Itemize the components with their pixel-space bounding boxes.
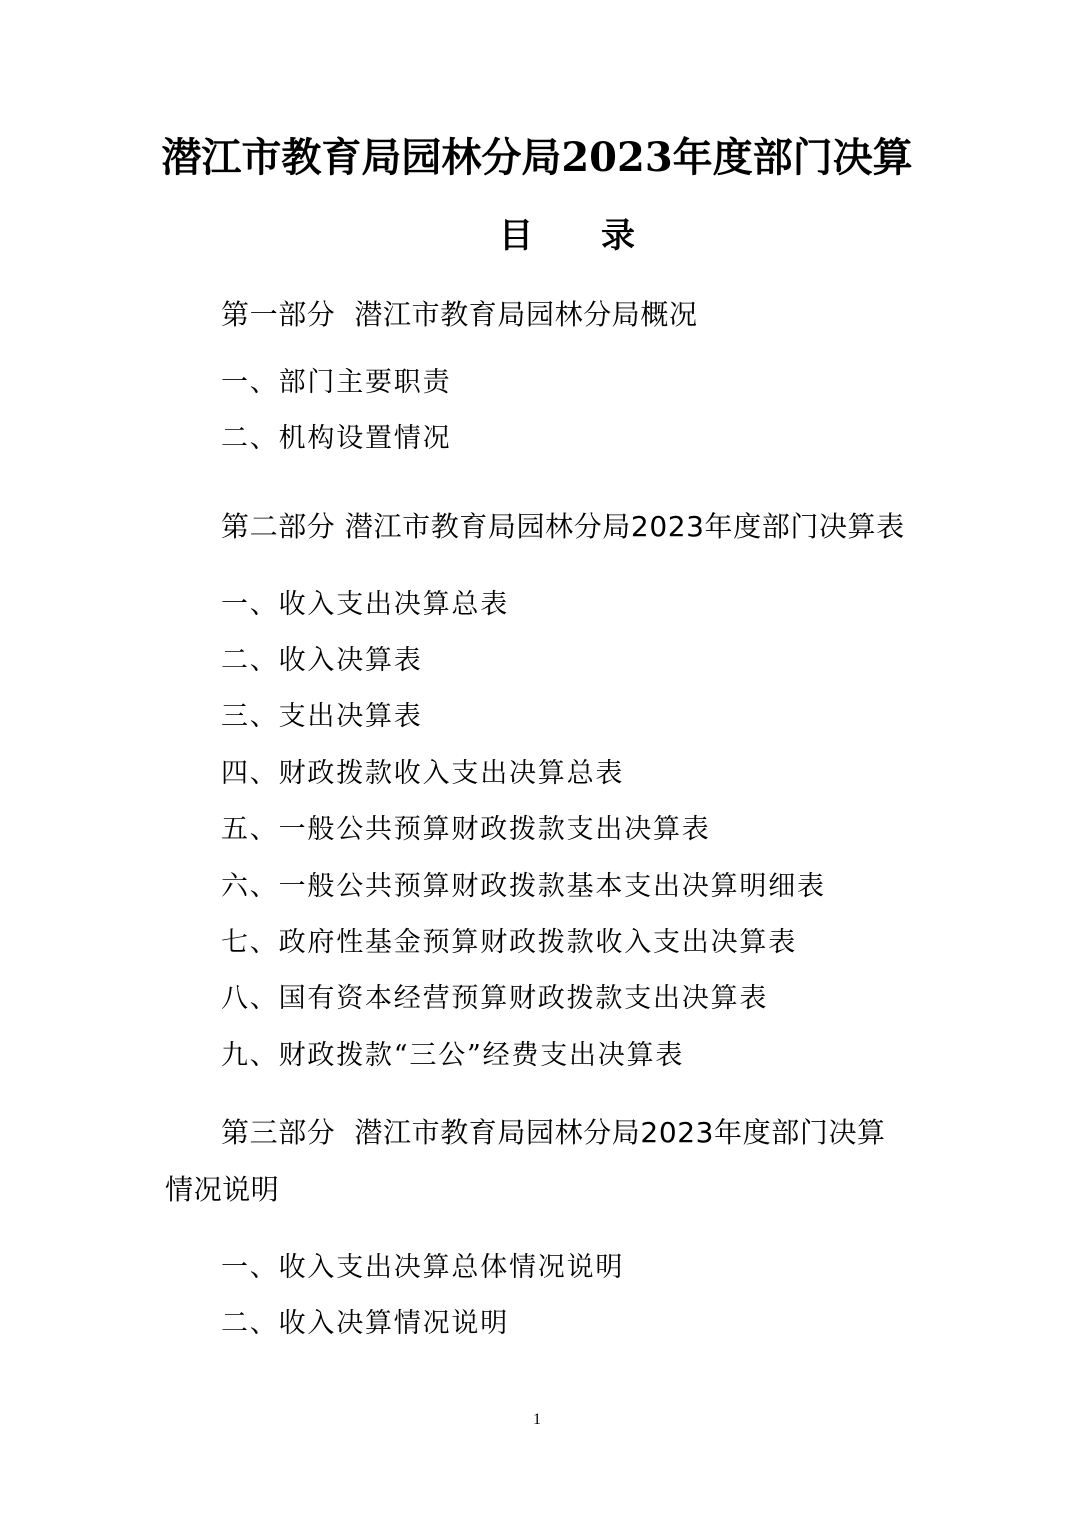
toc-item: 二、收入决算表	[221, 645, 423, 676]
toc-item: 八、国有资本经营预算财政拨款支出决算表	[221, 983, 769, 1014]
toc-item: 九、财政拨款“三公”经费支出决算表	[221, 1040, 685, 1071]
toc-heading: 目 录	[499, 216, 635, 256]
toc-item: 六、一般公共预算财政拨款基本支出决算明细表	[221, 871, 826, 902]
part2-heading: 第二部分 潜江市教育局园林分局2023年度部门决算表	[221, 510, 905, 543]
toc-item: 四、财政拨款收入支出决算总表	[221, 758, 625, 789]
part3-heading-line1: 第三部分 潜江市教育局园林分局2023年度部门决算	[221, 1116, 886, 1149]
toc-item: 三、支出决算表	[221, 701, 423, 732]
toc-item: 一、部门主要职责	[221, 367, 452, 398]
toc-item: 二、收入决算情况说明	[221, 1308, 509, 1339]
part3-heading-line2: 情况说明	[165, 1173, 280, 1206]
toc-item: 二、机构设置情况	[221, 423, 452, 454]
part1-heading: 第一部分 潜江市教育局园林分局概况	[221, 298, 698, 331]
toc-item: 五、一般公共预算财政拨款支出决算表	[221, 814, 711, 845]
page-number: 1	[533, 1411, 541, 1428]
toc-item: 七、政府性基金预算财政拨款收入支出决算表	[221, 927, 797, 958]
toc-item: 一、收入支出决算总表	[221, 589, 509, 620]
toc-item: 一、收入支出决算总体情况说明	[221, 1252, 625, 1283]
document-title: 潜江市教育局园林分局2023年度部门决算	[161, 134, 913, 181]
